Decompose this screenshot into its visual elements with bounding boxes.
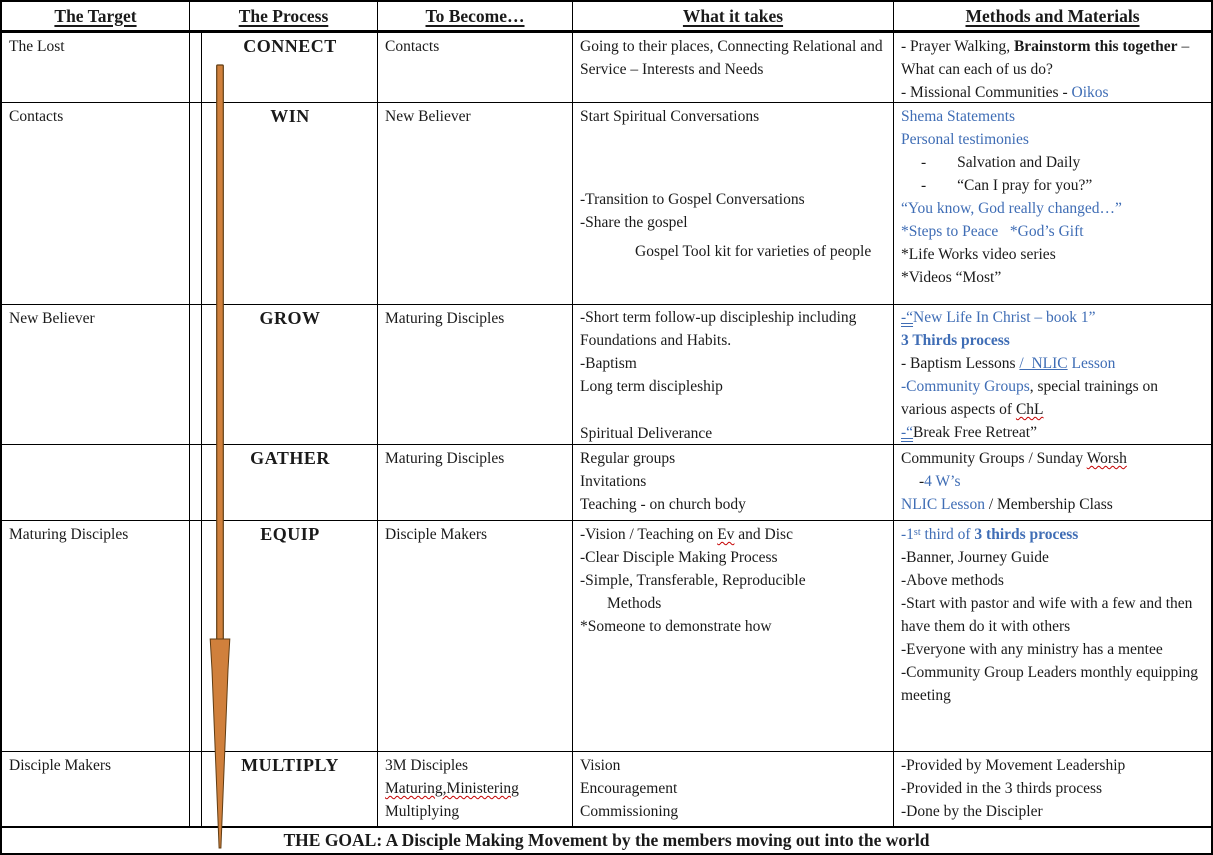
blank-space (580, 398, 887, 422)
spacer-cell (190, 521, 202, 752)
goal-banner (2, 827, 1211, 853)
cell-equip-target (2, 521, 190, 752)
text-line: Start Spiritual Conversations (580, 108, 760, 125)
cell-connect-process (202, 33, 378, 103)
cell-gather-methods (894, 445, 1211, 521)
text-line: -Community Groups, special trainings on various aspects of ChL (901, 378, 1162, 418)
cell-win-process (202, 103, 378, 305)
text-line: -Banner, Journey Guide (901, 549, 1049, 566)
text-line: *Someone to demonstrate how (580, 618, 772, 635)
resource-community-groups: -Community Groups (901, 378, 1030, 395)
resource-oikos: Oikos (1071, 84, 1109, 101)
cell-grow-become (378, 305, 573, 445)
process-label: GATHER (250, 448, 330, 468)
cell-win-takes (573, 103, 894, 305)
text-line: *Videos “Most” (901, 269, 1002, 286)
text-line: Disciple Makers (9, 757, 112, 774)
process-label: MULTIPLY (241, 755, 339, 775)
cell-win-methods (894, 103, 1211, 305)
col-header-target: The Target (2, 2, 190, 33)
cell-multiply-takes (573, 752, 894, 827)
text-line: Commissioning (580, 803, 679, 820)
text-line: - Prayer Walking, Brainstorm this together – What can each of us do? (901, 38, 1193, 78)
cell-gather-takes (573, 445, 894, 521)
text-line: Encouragement (580, 780, 678, 797)
resource-nlic: / NLIC (1019, 355, 1068, 372)
text-line: Disciple Makers (385, 526, 488, 543)
text-line: Teaching - on church body (580, 496, 746, 513)
cell-win-become (378, 103, 573, 305)
text-line: -Above methods (901, 572, 1004, 589)
text-line: -Share the gospel (580, 214, 688, 231)
cell-gather-target (2, 445, 190, 521)
text-line: Gospel Tool kit for varieties of people (635, 243, 872, 260)
blank-space (580, 128, 887, 188)
text-line: -Vision / Teaching on Ev and Disc (580, 526, 793, 543)
text-line: Vision (580, 757, 621, 774)
spacer-cell (190, 33, 202, 103)
text-line: Spiritual Deliverance (580, 425, 713, 442)
text-line: -Simple, Transferable, Reproducible (580, 572, 806, 589)
superscript: st (913, 527, 921, 538)
text-line: -Transition to Gospel Conversations (580, 191, 805, 208)
text-line: -Clear Disciple Making Process (580, 549, 778, 566)
cell-multiply-target (2, 752, 190, 827)
text-line: Going to their places, Connecting Relational and Service – Interests and Needs (580, 38, 887, 78)
text-line: -Everyone with any ministry has a mentee (901, 641, 1163, 658)
text-line: *Life Works video series (901, 246, 1056, 263)
cell-grow-takes (573, 305, 894, 445)
process-label: WIN (270, 106, 310, 126)
process-label: GROW (259, 308, 321, 328)
resource-3-thirds-process: 3 Thirds process (901, 332, 1010, 349)
text-line: *Steps to Peace *God’s Gift (901, 223, 1084, 240)
resource-new-life-in-christ: New Life In Christ – book 1” (913, 309, 1096, 326)
text-line: - Missional Communities - Oikos (901, 84, 1109, 101)
text-line: Shema Statements (901, 108, 1016, 125)
text-line: Maturing,Ministering (385, 780, 519, 797)
cell-gather-process (202, 445, 378, 521)
text-line: Regular groups (580, 450, 676, 467)
goal-text: THE GOAL: A Disciple Making Movement by the members moving out into the world (283, 830, 930, 850)
text-line: -Start with pastor and wife with a few and then have them do it with others (901, 595, 1197, 635)
text-line: -Provided by Movement Leadership (901, 757, 1126, 774)
cell-connect-become (378, 33, 573, 103)
text-line: Maturing Disciples (385, 450, 505, 467)
text-line: 3M Disciples (385, 757, 469, 774)
cell-multiply-become (378, 752, 573, 827)
cell-equip-become (378, 521, 573, 752)
cell-gather-become (378, 445, 573, 521)
col-header-methods: Methods and Materials (894, 2, 1211, 33)
table-grid (2, 2, 1211, 853)
cell-multiply-process (202, 752, 378, 827)
text-line: New Believer (9, 310, 95, 327)
text-line: -Provided in the 3 thirds process (901, 780, 1103, 797)
spacer-cell (190, 103, 202, 305)
process-label: CONNECT (243, 36, 337, 56)
text-line: Contacts (9, 108, 64, 125)
resource-nlic-lesson: NLIC Lesson (901, 496, 985, 513)
spacer-cell (190, 752, 202, 827)
text-line: -“New Life In Christ – book 1” (901, 309, 1096, 326)
text-line: -Community Group Leaders monthly equipping meeting (901, 664, 1202, 704)
cell-equip-methods (894, 521, 1211, 752)
text-line: “You know, God really changed…” (901, 200, 1122, 217)
text-line: NLIC Lesson / Membership Class (901, 496, 1113, 513)
text-line: Maturing Disciples (9, 526, 129, 543)
text-line: Methods (607, 595, 662, 612)
text-line: The Lost (9, 38, 65, 55)
cell-win-target (2, 103, 190, 305)
spacer-cell (190, 445, 202, 521)
cell-connect-methods (894, 33, 1211, 103)
process-label: EQUIP (260, 524, 320, 544)
text-line: Maturing Disciples (385, 310, 505, 327)
cell-connect-target (2, 33, 190, 103)
resource-4-ws: 4 W’s (924, 473, 961, 490)
cell-multiply-methods (894, 752, 1211, 827)
cell-equip-process (202, 521, 378, 752)
col-header-process: The Process (190, 2, 378, 33)
text-line: -1st third of 3 thirds process (901, 526, 1079, 543)
text-line: -Baptism (580, 355, 637, 372)
cell-grow-methods (894, 305, 1211, 445)
resource-3-thirds-process: 3 thirds process (974, 526, 1079, 543)
col-header-become: To Become… (378, 2, 573, 33)
text-line: Long term discipleship (580, 378, 723, 395)
text-line: -4 W’s (919, 473, 961, 490)
text-line: Invitations (580, 473, 647, 490)
cell-grow-process (202, 305, 378, 445)
spacer-cell (190, 305, 202, 445)
cell-connect-takes (573, 33, 894, 103)
text-line: Personal testimonies (901, 131, 1029, 148)
text-line: Contacts (385, 38, 440, 55)
cell-equip-takes (573, 521, 894, 752)
col-header-what-it-takes: What it takes (573, 2, 894, 33)
text-line: - “Can I pray for you?” (921, 177, 1093, 194)
text-line: Community Groups / Sunday Worsh (901, 450, 1127, 467)
text-line (901, 329, 1205, 352)
text-line: -“Break Free Retreat” (901, 424, 1037, 441)
text-line: -Short term follow-up discipleship including Foundations and Habits. (580, 309, 861, 349)
cell-grow-target (2, 305, 190, 445)
text-line: Multiplying (385, 803, 460, 820)
text-line: -Done by the Discipler (901, 803, 1043, 820)
text-line: - Salvation and Daily (921, 154, 1081, 171)
text-line: New Believer (385, 108, 471, 125)
text-line: - Baptism Lessons / NLIC Lesson (901, 355, 1116, 372)
